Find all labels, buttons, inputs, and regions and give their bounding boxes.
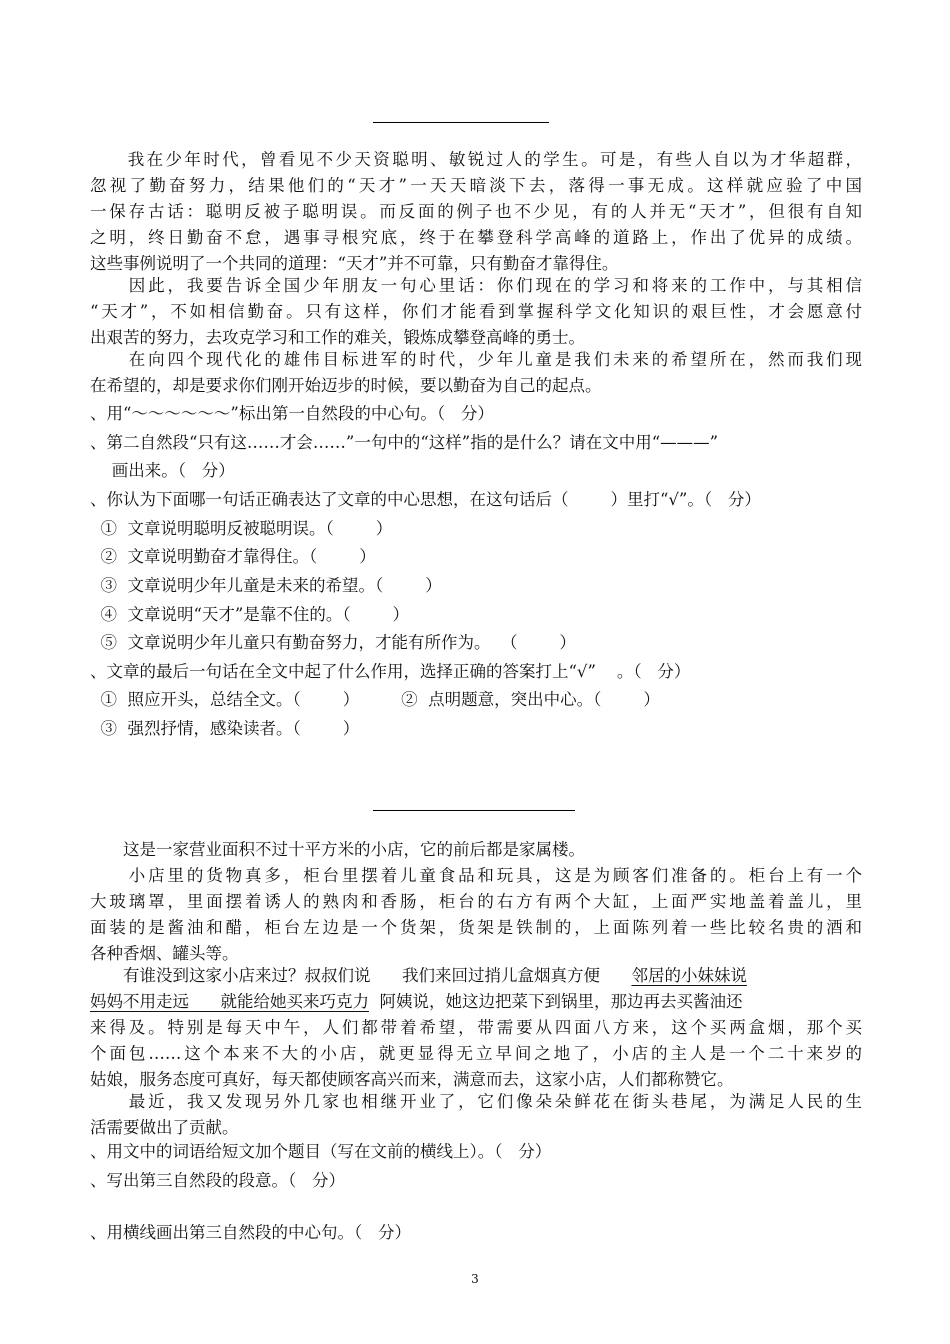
question-6: 、写出第三自然段的段意。（ 分） xyxy=(90,1171,345,1190)
answer-option[interactable]: ① 文章说明聪明反被聪明误。（ ） xyxy=(90,519,393,538)
answer-option[interactable]: ③ 强烈抒情，感染读者。（ ） xyxy=(90,719,360,738)
question-2: 、第二自然段“只有这……才会……”一句中的“这样”指的是什么？请在文中用“———” xyxy=(90,433,719,452)
passage2-line: 姑娘，服务态度可真好，每天都使顾客高兴而来，满意而去，这家小店，人们都称赞它。 xyxy=(90,1070,734,1089)
question-5: 、用文中的词语给短文加个题目（写在文前的横线上）。（ 分） xyxy=(90,1142,552,1161)
passage2-line: 活需要做出了贡献。 xyxy=(90,1118,239,1137)
passage1-line: 在希望的，却是要求你们刚开始迈步的时候，要以勤奋为自己的起点。 xyxy=(90,376,602,395)
passage2-line: 各种香烟、罐头等。 xyxy=(90,944,239,963)
title-blank-line-1[interactable] xyxy=(373,122,549,123)
answer-option[interactable]: ① 照应开头，总结全文。（ ） ② 点明题意，突出中心。（ ） xyxy=(90,690,660,709)
answer-option[interactable]: ③ 文章说明少年儿童是未来的希望。（ ） xyxy=(90,576,442,595)
passage2-text: 有谁没到这家小店来过？叔叔们说 我们来回过捎儿盒烟真方便 xyxy=(90,966,632,985)
question-1: 、用“～～～～～～”标出第一自然段的中心句。（ 分） xyxy=(90,404,494,423)
passage2-line: 来得及。特别是每天中午，人们都带着希望，带需要从四面八方来，这个买两盒烟，那个买 xyxy=(90,1018,862,1037)
passage2-text: 阿姨说，她这边把菜下到锅里，那边再去买酱油还 xyxy=(368,992,743,1011)
underlined-sentence: 妈妈不用走远 就能给她买来巧克力 xyxy=(90,992,369,1011)
passage1-line: 一保存古话：聪明反被子聪明误。而反面的例子也不少见，有的人并无“天才”，但很有自知 xyxy=(90,202,862,221)
question-4: 、文章的最后一句话在全文中起了什么作用，选择正确的答案打上“√” 。（ 分） xyxy=(90,662,691,681)
question-2-continued: 画出来。（ 分） xyxy=(90,461,235,480)
passage1-line: 这些事例说明了一个共同的道理：“天才”并不可靠，只有勤奋才靠得住。 xyxy=(90,254,619,273)
passage2-line: 面装的是酱油和醋，柜台左边是一个货架，货架是铁制的，上面陈列着一些比较名贵的酒和 xyxy=(90,918,862,937)
passage2-line xyxy=(90,989,862,1015)
passage2-line xyxy=(90,963,862,989)
passage1-line: 我在少年时代，曾看见不少天资聪明、敏锐过人的学生。可是，有些人自以为才华超群， xyxy=(90,150,862,169)
answer-option[interactable]: ⑤ 文章说明少年儿童只有勤奋努力，才能有所作为。 （ ） xyxy=(90,633,576,652)
passage2-line: 大玻璃罩，里面摆着诱人的熟肉和香肠，柜台的右方有两个大缸，上面严实地盖着盖儿，里 xyxy=(90,892,862,911)
passage2-line: 这是一家营业面积不过十平方米的小店，它的前后都是家属楼。 xyxy=(90,840,585,859)
passage2-line: 个面包……这个本来不大的小店，就更显得无立早间之地了，小店的主人是一个二十来岁的 xyxy=(90,1044,862,1063)
passage1-line: “天才”，不如相信勤奋。只有这样，你们才能看到掌握科学文化知识的艰巨性，才会愿意付 xyxy=(90,302,862,321)
passage1-line: 出艰苦的努力，去攻克学习和工作的难关，锻炼成攀登高峰的勇士。 xyxy=(90,328,585,347)
question-3: 、你认为下面哪一句话正确表达了文章的中心思想，在这句话后（ ）里打“√”。（ 分） xyxy=(90,490,761,509)
underlined-sentence: 邻居的小妹妹说 xyxy=(631,966,747,985)
page-number: 3 xyxy=(471,1272,479,1286)
passage2-line: 最近，我又发现另外几家也相继开业了，它们像朵朵鲜花在街头巷尾，为满足人民的生 xyxy=(90,1092,862,1111)
passage2-line: 小店里的货物真多，柜台里摆着儿童食品和玩具，这是为顾客们准备的。柜台上有一个 xyxy=(90,866,862,885)
title-blank-line-2[interactable] xyxy=(373,810,575,811)
answer-option[interactable]: ② 文章说明勤奋才靠得住。（ ） xyxy=(90,547,376,566)
answer-option[interactable]: ④ 文章说明“天才”是靠不住的。（ ） xyxy=(90,605,410,624)
passage1-line: 因此，我要告诉全国少年朋友一句心里话：你们现在的学习和将来的工作中，与其相信 xyxy=(90,276,862,295)
question-7: 、用横线画出第三自然段的中心句。（ 分） xyxy=(90,1223,411,1242)
passage1-line: 在向四个现代化的雄伟目标进军的时代，少年儿童是我们未来的希望所在，然而我们现 xyxy=(90,350,862,369)
passage1-line: 之明，终日勤奋不怠，遇事寻根究底，终于在攀登科学高峰的道路上，作出了优异的成绩。 xyxy=(90,228,862,247)
passage1-line: 忽视了勤奋努力，结果他们的“天才”一天天暗淡下去，落得一事无成。这样就应验了中国 xyxy=(90,176,862,195)
